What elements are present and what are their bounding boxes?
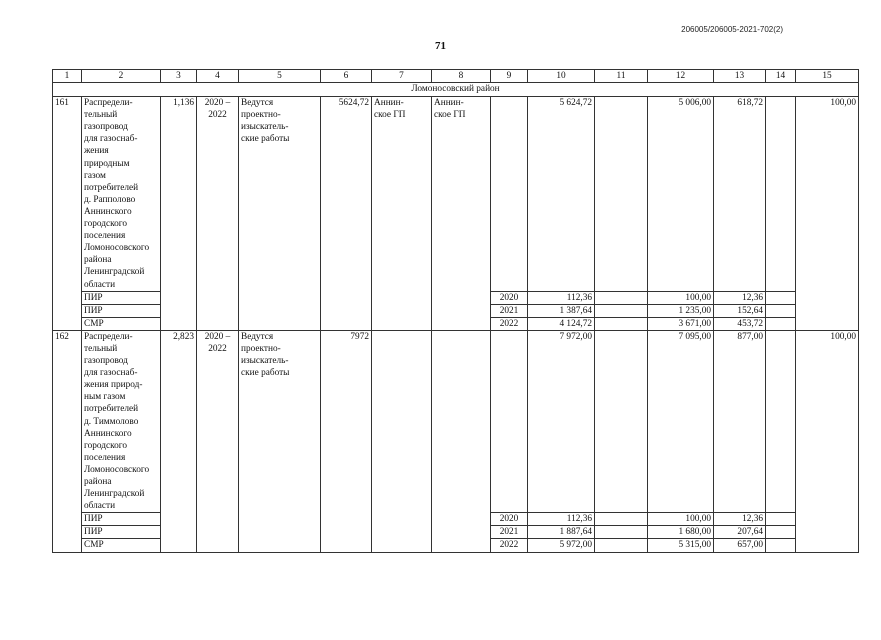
- cost-cell: 5624,72: [321, 97, 372, 331]
- stage-type-cell: ПИР: [82, 304, 161, 317]
- col11-cell: [595, 97, 648, 292]
- customer-cell: [372, 330, 432, 552]
- stage-col11-cell: [595, 539, 648, 552]
- col12-cell: 5 006,00: [648, 97, 714, 292]
- column-number-cell: 10: [528, 70, 595, 83]
- owner-cell: Аннин- ское ГП: [432, 97, 491, 331]
- column-number-cell: 5: [239, 70, 321, 83]
- stage-total-cell: 112,36: [528, 513, 595, 526]
- stage-col12-cell: 1 235,00: [648, 304, 714, 317]
- document-reference: 206005/206005-2021-702(2): [681, 25, 783, 34]
- investment-table: [52, 69, 859, 553]
- col13-cell: 618,72: [714, 97, 766, 292]
- col14-cell: [766, 330, 796, 512]
- column-number-cell: 4: [197, 70, 239, 83]
- stage-col13-cell: 207,64: [714, 526, 766, 539]
- column-number-cell: 8: [432, 70, 491, 83]
- column-number-cell: 11: [595, 70, 648, 83]
- project-row: [53, 97, 859, 292]
- column-number-cell: 3: [161, 70, 197, 83]
- total-cell: 5 624,72: [528, 97, 595, 292]
- stage-year-cell: 2022: [491, 539, 528, 552]
- stage-year-cell: 2022: [491, 317, 528, 330]
- period-cell: 2020 – 2022: [197, 97, 239, 331]
- column-number-cell: 6: [321, 70, 372, 83]
- stage-col13-cell: 152,64: [714, 304, 766, 317]
- column-number-cell: 12: [648, 70, 714, 83]
- stage-col12-cell: 5 315,00: [648, 539, 714, 552]
- stage-total-cell: 1 387,64: [528, 304, 595, 317]
- stage-type-cell: СМР: [82, 317, 161, 330]
- stage-col14-cell: [766, 317, 796, 330]
- col11-cell: [595, 330, 648, 512]
- year-cell: [491, 97, 528, 292]
- stage-col14-cell: [766, 291, 796, 304]
- column-number-cell: 2: [82, 70, 161, 83]
- stage-col14-cell: [766, 304, 796, 317]
- stage-type-cell: ПИР: [82, 513, 161, 526]
- stage-col11-cell: [595, 317, 648, 330]
- col15-cell: 100,00: [796, 330, 859, 552]
- region-row: [53, 83, 859, 97]
- stage-col11-cell: [595, 304, 648, 317]
- project-name-cell: Распредели- тельный газопровод для газоснаб- жения природ- ным газом потребителей д. Тиммолово Аннинского городского поселения Ломоносовского района Ленинградской области: [82, 330, 161, 512]
- stage-type-cell: СМР: [82, 539, 161, 552]
- stage-type-cell: ПИР: [82, 526, 161, 539]
- stage-total-cell: 4 124,72: [528, 317, 595, 330]
- stage-col12-cell: 3 671,00: [648, 317, 714, 330]
- stage-col14-cell: [766, 526, 796, 539]
- total-cell: 7 972,00: [528, 330, 595, 512]
- stage-col11-cell: [595, 291, 648, 304]
- length-cell: 1,136: [161, 97, 197, 331]
- stage-col13-cell: 12,36: [714, 513, 766, 526]
- stage-col12-cell: 1 680,00: [648, 526, 714, 539]
- stage-type-cell: ПИР: [82, 291, 161, 304]
- status-cell: Ведутся проектно- изыскатель- ские работы: [239, 330, 321, 552]
- length-cell: 2,823: [161, 330, 197, 552]
- page-number: 71: [435, 40, 446, 52]
- period-cell: 2020 – 2022: [197, 330, 239, 552]
- year-cell: [491, 330, 528, 512]
- owner-cell: [432, 330, 491, 552]
- col15-cell: 100,00: [796, 97, 859, 331]
- cost-cell: 7972: [321, 330, 372, 552]
- stage-year-cell: 2021: [491, 526, 528, 539]
- stage-col12-cell: 100,00: [648, 291, 714, 304]
- stage-col14-cell: [766, 513, 796, 526]
- stage-col14-cell: [766, 539, 796, 552]
- col14-cell: [766, 97, 796, 292]
- stage-total-cell: 5 972,00: [528, 539, 595, 552]
- stage-col13-cell: 453,72: [714, 317, 766, 330]
- col12-cell: 7 095,00: [648, 330, 714, 512]
- stage-col12-cell: 100,00: [648, 513, 714, 526]
- stage-year-cell: 2020: [491, 291, 528, 304]
- stage-year-cell: 2020: [491, 513, 528, 526]
- stage-year-cell: 2021: [491, 304, 528, 317]
- region-title: Ломоносовский район: [53, 83, 859, 97]
- stage-total-cell: 1 887,64: [528, 526, 595, 539]
- status-cell: Ведутся проектно- изыскатель- ские работы: [239, 97, 321, 331]
- column-number-cell: 7: [372, 70, 432, 83]
- column-number-cell: 15: [796, 70, 859, 83]
- row-number-cell: 162: [53, 330, 82, 552]
- column-number-cell: 9: [491, 70, 528, 83]
- column-number-cell: 1: [53, 70, 82, 83]
- col13-cell: 877,00: [714, 330, 766, 512]
- stage-col11-cell: [595, 513, 648, 526]
- column-number-cell: 14: [766, 70, 796, 83]
- stage-col11-cell: [595, 526, 648, 539]
- column-number-cell: 13: [714, 70, 766, 83]
- stage-total-cell: 112,36: [528, 291, 595, 304]
- stage-col13-cell: 12,36: [714, 291, 766, 304]
- customer-cell: Аннин- ское ГП: [372, 97, 432, 331]
- project-row: [53, 330, 859, 512]
- project-name-cell: Распредели- тельный газопровод для газоснаб- жения природным газом потребителей д. Рапполово Аннинского городского поселения Ломоносовского района Ленинградской области: [82, 97, 161, 292]
- row-number-cell: 161: [53, 97, 82, 331]
- column-number-row: [53, 70, 859, 83]
- stage-col13-cell: 657,00: [714, 539, 766, 552]
